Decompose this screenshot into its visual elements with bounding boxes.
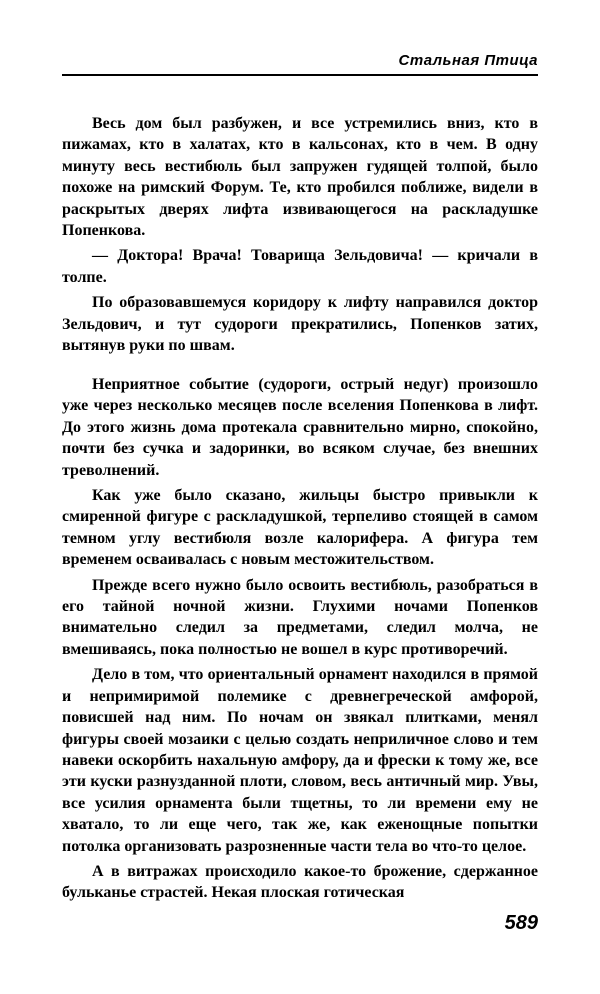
paragraph: Как уже было сказано, жильцы быстро привыкли к смиренной фигуре с раскладушкой, терпеливо стоящей в самом темном углу вестибюля возле калорифера. А фигура тем временем осваивалась с новым местожительством. (62, 487, 538, 569)
paragraph: Прежде всего нужно было освоить вестибюль, разобраться в его тайной ночной жизни. Глухими ночами Попенков внимательно следил за предметами, следил молча, не вмешиваясь, пока полностью не вошел в курс противоречий. (62, 576, 538, 658)
header-rule (62, 74, 538, 76)
paragraph: А в витражах происходило какое-то брожение, сдержанное бульканье страстей. Некая плоская готическая (62, 862, 538, 902)
running-header-title: Стальная Птица (398, 52, 538, 69)
paragraph: — Доктора! Врача! Товарища Зельдовича! — кричали в толпе. (62, 247, 538, 286)
text-block-2 (62, 374, 538, 908)
paragraph: Неприятное событие (судороги, острый недуг) произошло уже через несколько месяцев после вселения Попенкова в лифт. До этого жизнь дома протекала сравнительно мирно, спокойно, почти без сучка и задоринки, во всяком случае, без внешних треволнений. (62, 376, 538, 479)
paragraph: По образовавшемуся коридору к лифту направился доктор Зельдович, и тут судороги прекратились, Попенков затих, вытянув руки по швам. (62, 294, 538, 355)
page-number: 589 (504, 912, 538, 934)
text-block-1 (62, 113, 538, 360)
paragraph: Дело в том, что ориентальный орнамент находился в прямой и непримиримой полемике с древнегреческой амфорой, повисшей над ним. По ночам он звякал плитками, менял фигуры своей мозаики с целью создать неприличное слово и тем навеки оскорбить нахальную амфору, да и фрески к тому же, все эти куски разнузданной плоти, словом, весь античный мир. Увы, все усилия орнамента были тщетны, то ли времени ему не хватало, то ли еще чего, так же, как еженощные попытки потолка организовать разрозненные части тела во что-то целое. (62, 666, 538, 855)
paragraph: Весь дом был разбужен, и все устремились вниз, кто в пижамах, кто в халатах, кто в кальсонах, кто в чем. В одну минуту весь вестибюль был запружен гудящей толпой, было похоже на римский Форум. Те, кто пробился поближе, видели в раскрытых дверях лифта извивающегося на раскладушке Попенкова. (62, 115, 538, 240)
